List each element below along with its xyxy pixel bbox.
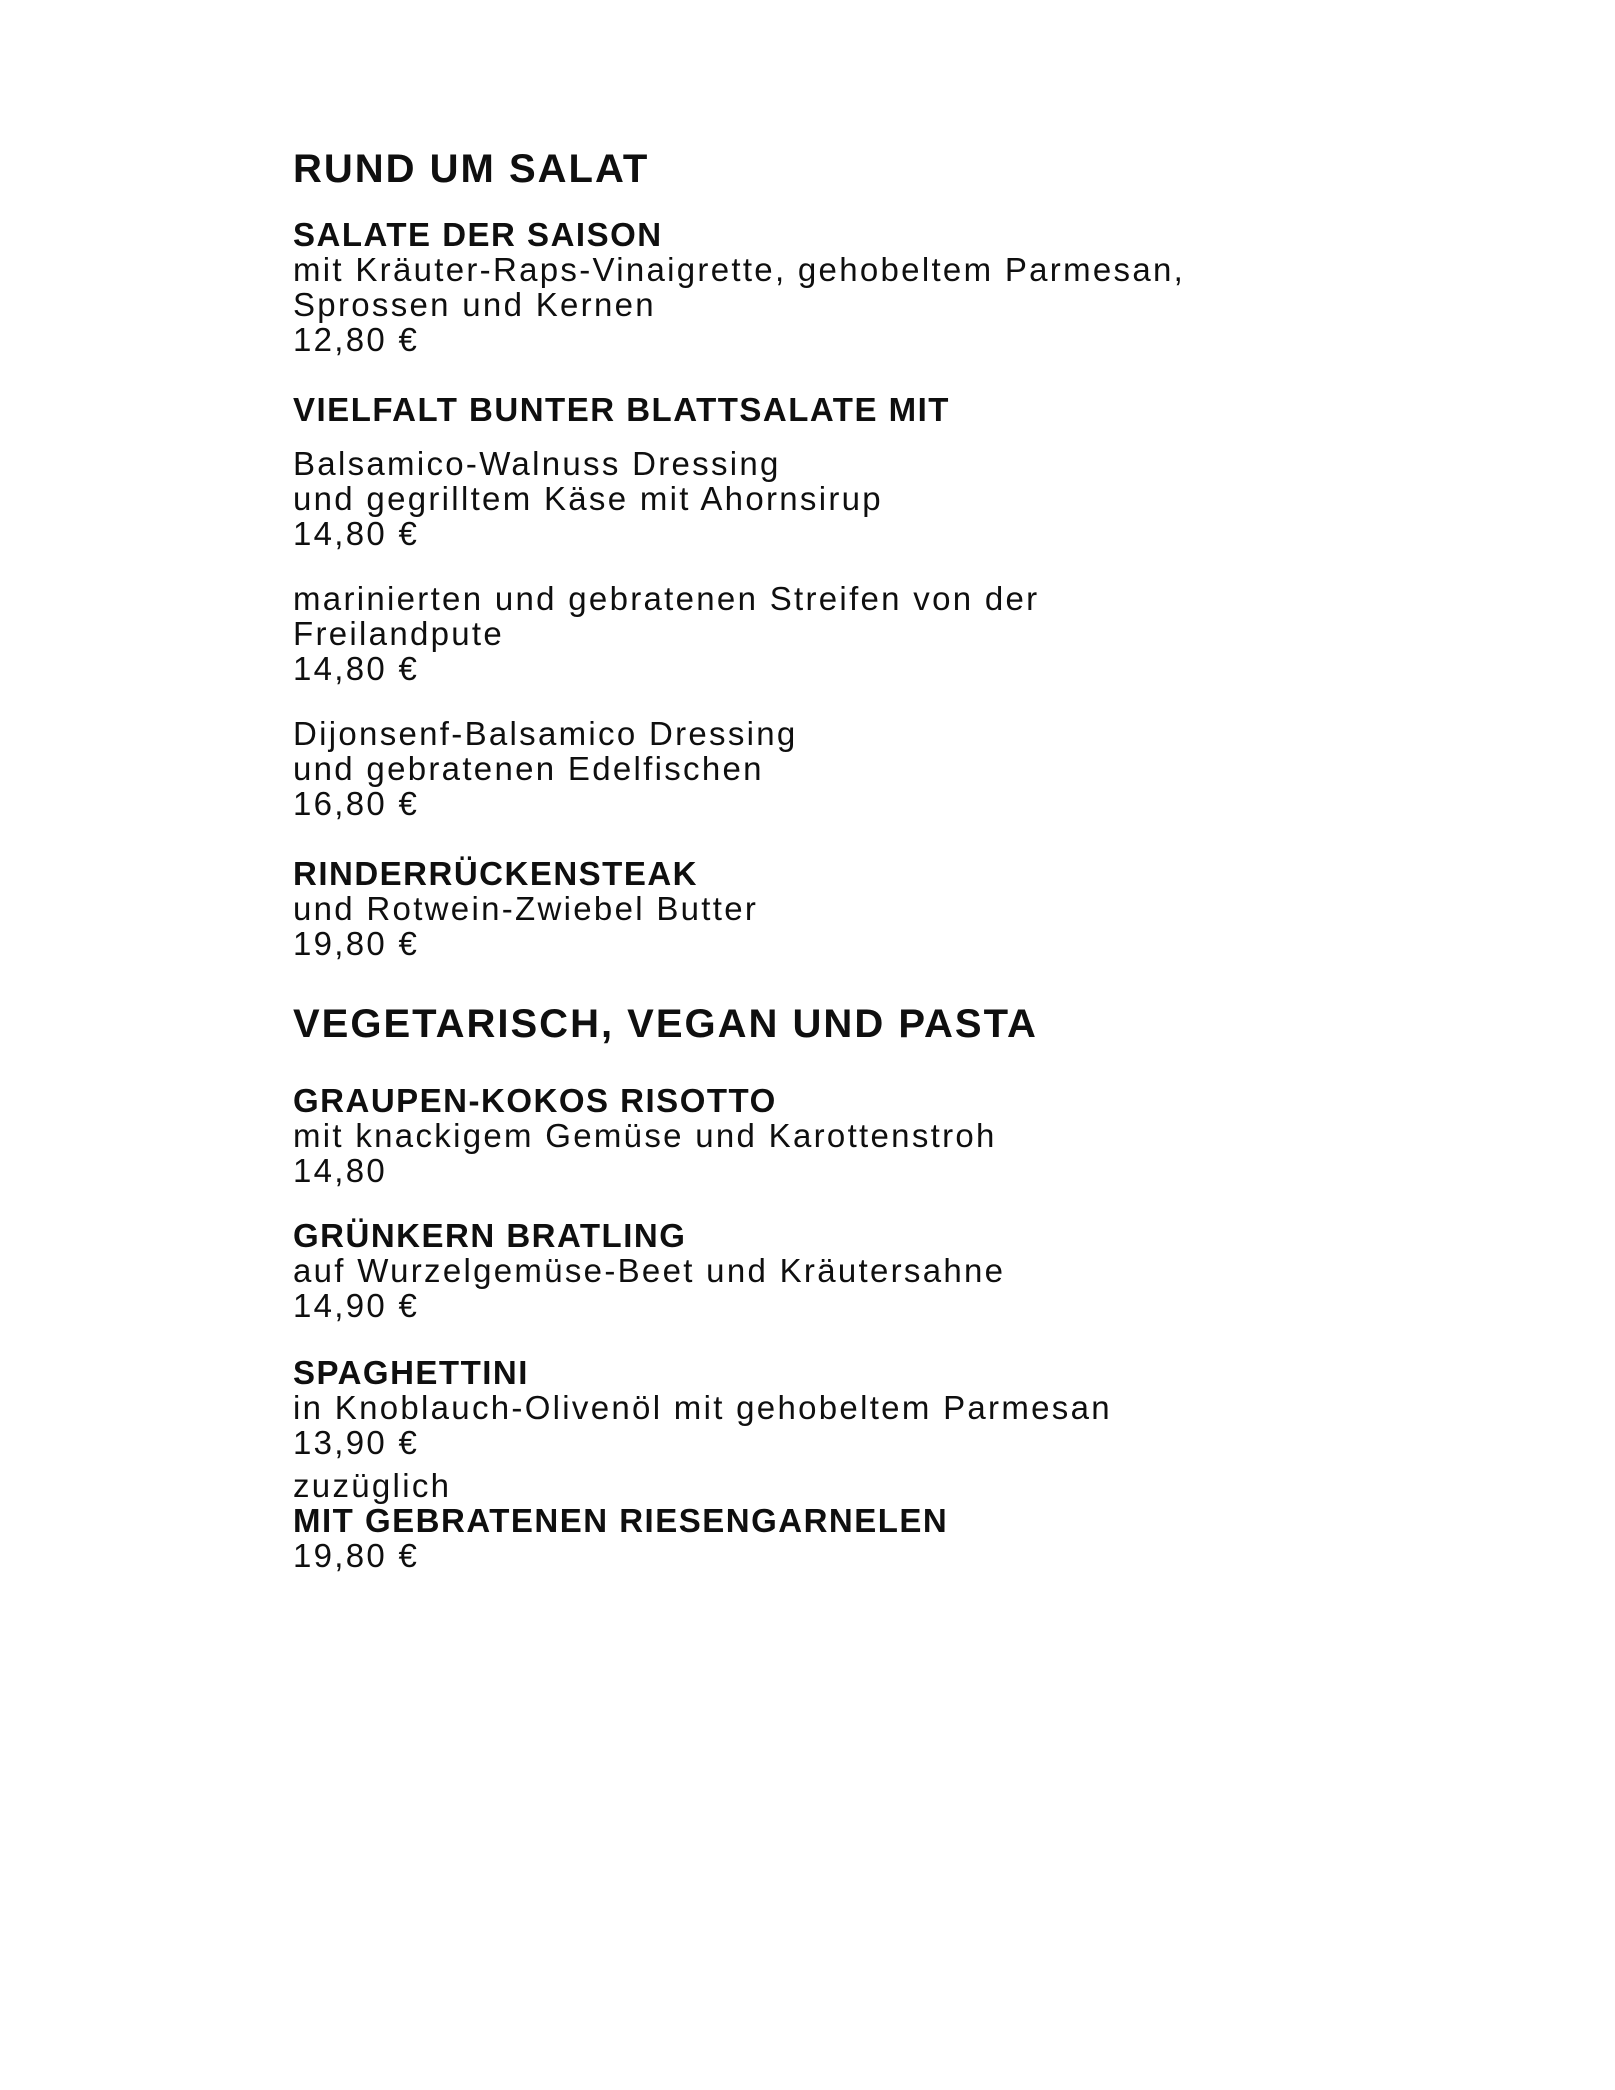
item-description-line: mit Kräuter-Raps-Vinaigrette, gehobeltem Parmesan, xyxy=(293,251,1186,288)
menu-item-salate-der-saison xyxy=(293,217,1515,357)
item-price: 14,90 € xyxy=(293,1287,420,1324)
item-name: GRAUPEN-KOKOS RISOTTO xyxy=(293,1082,777,1119)
item-name: SPAGHETTINI xyxy=(293,1354,529,1391)
item-name: SALATE DER SAISON xyxy=(293,216,663,253)
section-title-rund-um-salat: RUND UM SALAT xyxy=(293,147,650,191)
item-description-line: Sprossen und Kernen xyxy=(293,286,656,323)
item-price: 14,80 € xyxy=(293,515,420,552)
item-description-line: und gebratenen Edelfischen xyxy=(293,750,764,787)
item-price: 19,80 € xyxy=(293,925,420,962)
item-description-line: und gegrilltem Käse mit Ahornsirup xyxy=(293,480,883,517)
item-description-line: Balsamico-Walnuss Dressing xyxy=(293,445,781,482)
item-name: GRÜNKERN BRATLING xyxy=(293,1217,687,1254)
addon-price: 19,80 € xyxy=(293,1537,420,1574)
item-variant-pute xyxy=(293,581,1515,686)
menu-item-rinderrueckensteak xyxy=(293,856,1515,961)
addon-name: MIT GEBRATENEN RIESENGARNELEN xyxy=(293,1502,949,1539)
menu-item-vielfalt-blattsalate xyxy=(293,392,1515,821)
item-price: 14,80 xyxy=(293,1152,388,1189)
item-description-line: mit knackigem Gemüse und Karottenstroh xyxy=(293,1117,997,1154)
item-price: 13,90 € xyxy=(293,1424,420,1461)
item-name: RINDERRÜCKENSTEAK xyxy=(293,855,699,892)
menu-item-graupen-kokos-risotto xyxy=(293,1083,1515,1188)
menu-item-spaghettini xyxy=(293,1355,1515,1460)
item-price: 12,80 € xyxy=(293,321,420,358)
item-description-line: Dijonsenf-Balsamico Dressing xyxy=(293,715,798,752)
item-description-line: Freilandpute xyxy=(293,615,505,652)
item-variant-edelfisch xyxy=(293,716,1515,821)
section-title-vegetarisch-vegan-pasta: VEGETARISCH, VEGAN UND PASTA xyxy=(293,1002,1038,1046)
menu-addon-riesengarnelen xyxy=(293,1468,1515,1573)
item-variant-balsamico xyxy=(293,446,1515,551)
menu-item-gruenkern-bratling xyxy=(293,1218,1515,1323)
item-price: 16,80 € xyxy=(293,785,420,822)
item-name: VIELFALT BUNTER BLATTSALATE MIT xyxy=(293,391,950,428)
item-description-line: auf Wurzelgemüse-Beet und Kräutersahne xyxy=(293,1252,1006,1289)
item-description-line: marinierten und gebratenen Streifen von der xyxy=(293,580,1040,617)
item-description-line: in Knoblauch-Olivenöl mit gehobeltem Parmesan xyxy=(293,1389,1112,1426)
item-description-line: und Rotwein-Zwiebel Butter xyxy=(293,890,759,927)
addon-intro: zuzüglich xyxy=(293,1467,452,1504)
item-price: 14,80 € xyxy=(293,650,420,687)
